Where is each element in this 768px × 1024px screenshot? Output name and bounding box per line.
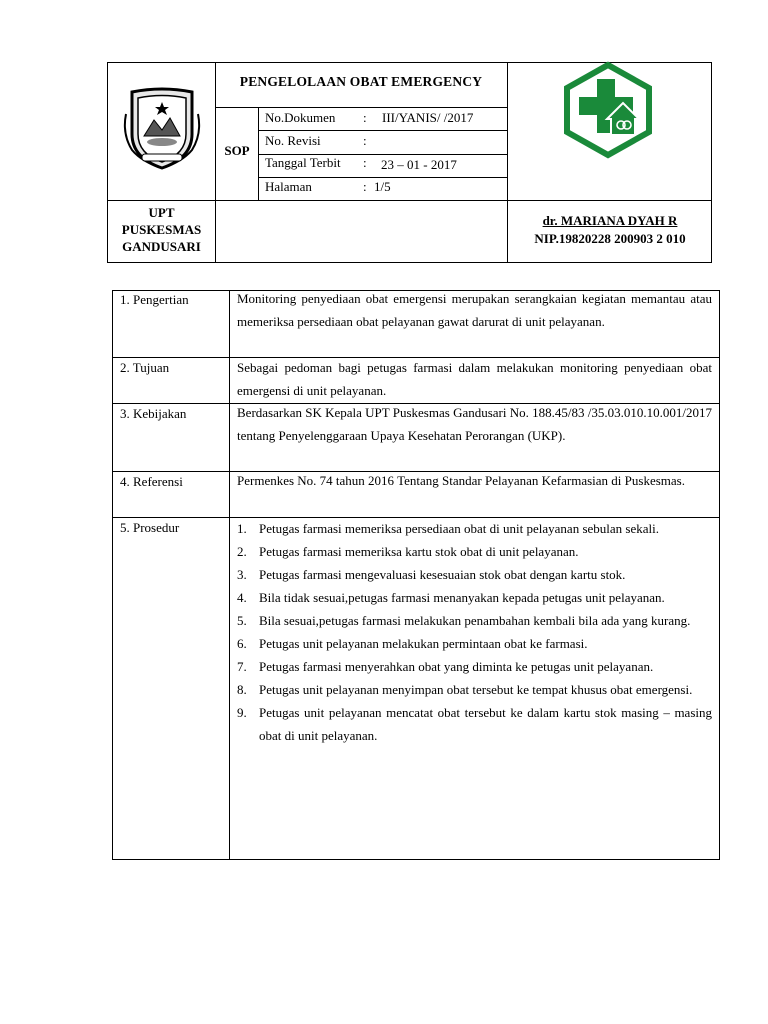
step-number: 2. bbox=[237, 544, 247, 559]
list-item bbox=[237, 563, 712, 586]
meta-colon: : bbox=[363, 133, 367, 148]
step-text: Petugas unit pelayanan mencatat obat tersebut ke dalam kartu stok masing – masing obat di unit pelayanan. bbox=[259, 705, 712, 743]
step-text: Bila sesuai,petugas farmasi melakukan penambahan kembali bila ada yang kurang. bbox=[259, 613, 691, 628]
step-text: Petugas farmasi menyerahkan obat yang diminta ke petugas unit pelayanan. bbox=[259, 659, 654, 674]
step-text: Petugas unit pelayanan melakukan permintaan obat ke farmasi. bbox=[259, 636, 588, 651]
signer-name: dr. MARIANA DYAH R bbox=[542, 213, 678, 228]
list-item bbox=[237, 540, 712, 563]
section-label-pengertian: 1. Pengertian bbox=[120, 292, 189, 307]
step-text: Petugas farmasi mengevaluasi kesesuaian stok obat dengan kartu stok. bbox=[259, 567, 626, 582]
meta-label-no-dokumen: No.Dokumen bbox=[265, 110, 336, 125]
step-text: Petugas unit pelayanan menyimpan obat tersebut ke tempat khusus obat emergensi. bbox=[259, 682, 693, 697]
sop-label: SOP bbox=[224, 143, 250, 158]
step-number: 7. bbox=[237, 659, 247, 674]
section-text-referensi: Permenkes No. 74 tahun 2016 Tentang Standar Pelayanan Kefarmasian di Puskesmas. bbox=[237, 473, 685, 488]
step-number: 6. bbox=[237, 636, 247, 651]
organization-line: PUSKESMAS bbox=[121, 222, 202, 237]
meta-colon: : bbox=[363, 110, 367, 125]
header-divider bbox=[215, 62, 216, 263]
meta-label-no-revisi: No. Revisi bbox=[265, 133, 321, 148]
procedure-steps bbox=[237, 517, 712, 747]
section-label-kebijakan: 3. Kebijakan bbox=[120, 406, 187, 421]
meta-label-halaman: Halaman bbox=[265, 179, 312, 194]
meta-value-no-dokumen: III/YANIS/ /2017 bbox=[382, 110, 474, 125]
signer-nip: NIP.19820228 200903 2 010 bbox=[534, 231, 686, 246]
document-title: PENGELOLAAN OBAT EMERGENCY bbox=[239, 74, 483, 89]
step-number: 4. bbox=[237, 590, 247, 605]
section-text-pengertian: Monitoring penyediaan obat emergensi merupakan serangkaian kegiatan memantau atau memeriksa persediaan obat pelayanan gawat darurat di unit pelayanan. bbox=[237, 291, 712, 329]
meta-value-halaman: 1/5 bbox=[374, 179, 391, 194]
step-number: 9. bbox=[237, 705, 247, 720]
section-label-referensi: 4. Referensi bbox=[120, 474, 183, 489]
section-text-kebijakan: Berdasarkan SK Kepala UPT Puskesmas Gandusari No. 188.45/83 /35.03.010.10.001/2017 tentang Penyelenggaraan Upaya Kesehatan Perorangan (UKP). bbox=[237, 405, 712, 443]
signature-block bbox=[508, 212, 712, 248]
step-text: Petugas farmasi memeriksa kartu stok obat di unit pelayanan. bbox=[259, 544, 579, 559]
header-divider bbox=[258, 130, 507, 131]
meta-colon: : bbox=[363, 155, 367, 170]
list-item bbox=[237, 586, 712, 609]
step-text: Bila tidak sesuai,petugas farmasi menanyakan kepada petugas unit pelayanan. bbox=[259, 590, 665, 605]
content-divider bbox=[229, 290, 230, 860]
step-number: 3. bbox=[237, 567, 247, 582]
section-label-prosedur: 5. Prosedur bbox=[120, 520, 180, 535]
list-item bbox=[237, 701, 712, 747]
meta-value-tanggal-terbit: 23 – 01 - 2017 bbox=[381, 157, 457, 172]
list-item bbox=[237, 678, 712, 701]
header-divider bbox=[107, 200, 712, 201]
header-divider bbox=[258, 177, 507, 178]
puskesmas-logo-icon bbox=[561, 61, 655, 159]
meta-colon: : bbox=[363, 179, 367, 194]
organization-line: GANDUSARI bbox=[122, 239, 201, 254]
step-number: 5. bbox=[237, 613, 247, 628]
organization-name bbox=[108, 204, 215, 255]
regency-emblem-icon bbox=[118, 84, 206, 172]
list-item bbox=[237, 655, 712, 678]
step-text: Petugas farmasi memeriksa persediaan obat di unit pelayanan sebulan sekali. bbox=[259, 521, 659, 536]
step-number: 1. bbox=[237, 521, 247, 536]
list-item bbox=[237, 517, 712, 540]
section-label-tujuan: 2. Tujuan bbox=[120, 360, 170, 375]
step-number: 8. bbox=[237, 682, 247, 697]
list-item bbox=[237, 632, 712, 655]
meta-label-tanggal-terbit: Tanggal Terbit bbox=[265, 155, 341, 170]
section-text-tujuan: Sebagai pedoman bagi petugas farmasi dalam melakukan monitoring penyediaan obat emergensi di unit pelayanan. bbox=[237, 360, 712, 398]
list-item bbox=[237, 609, 712, 632]
organization-line: UPT bbox=[148, 205, 175, 220]
